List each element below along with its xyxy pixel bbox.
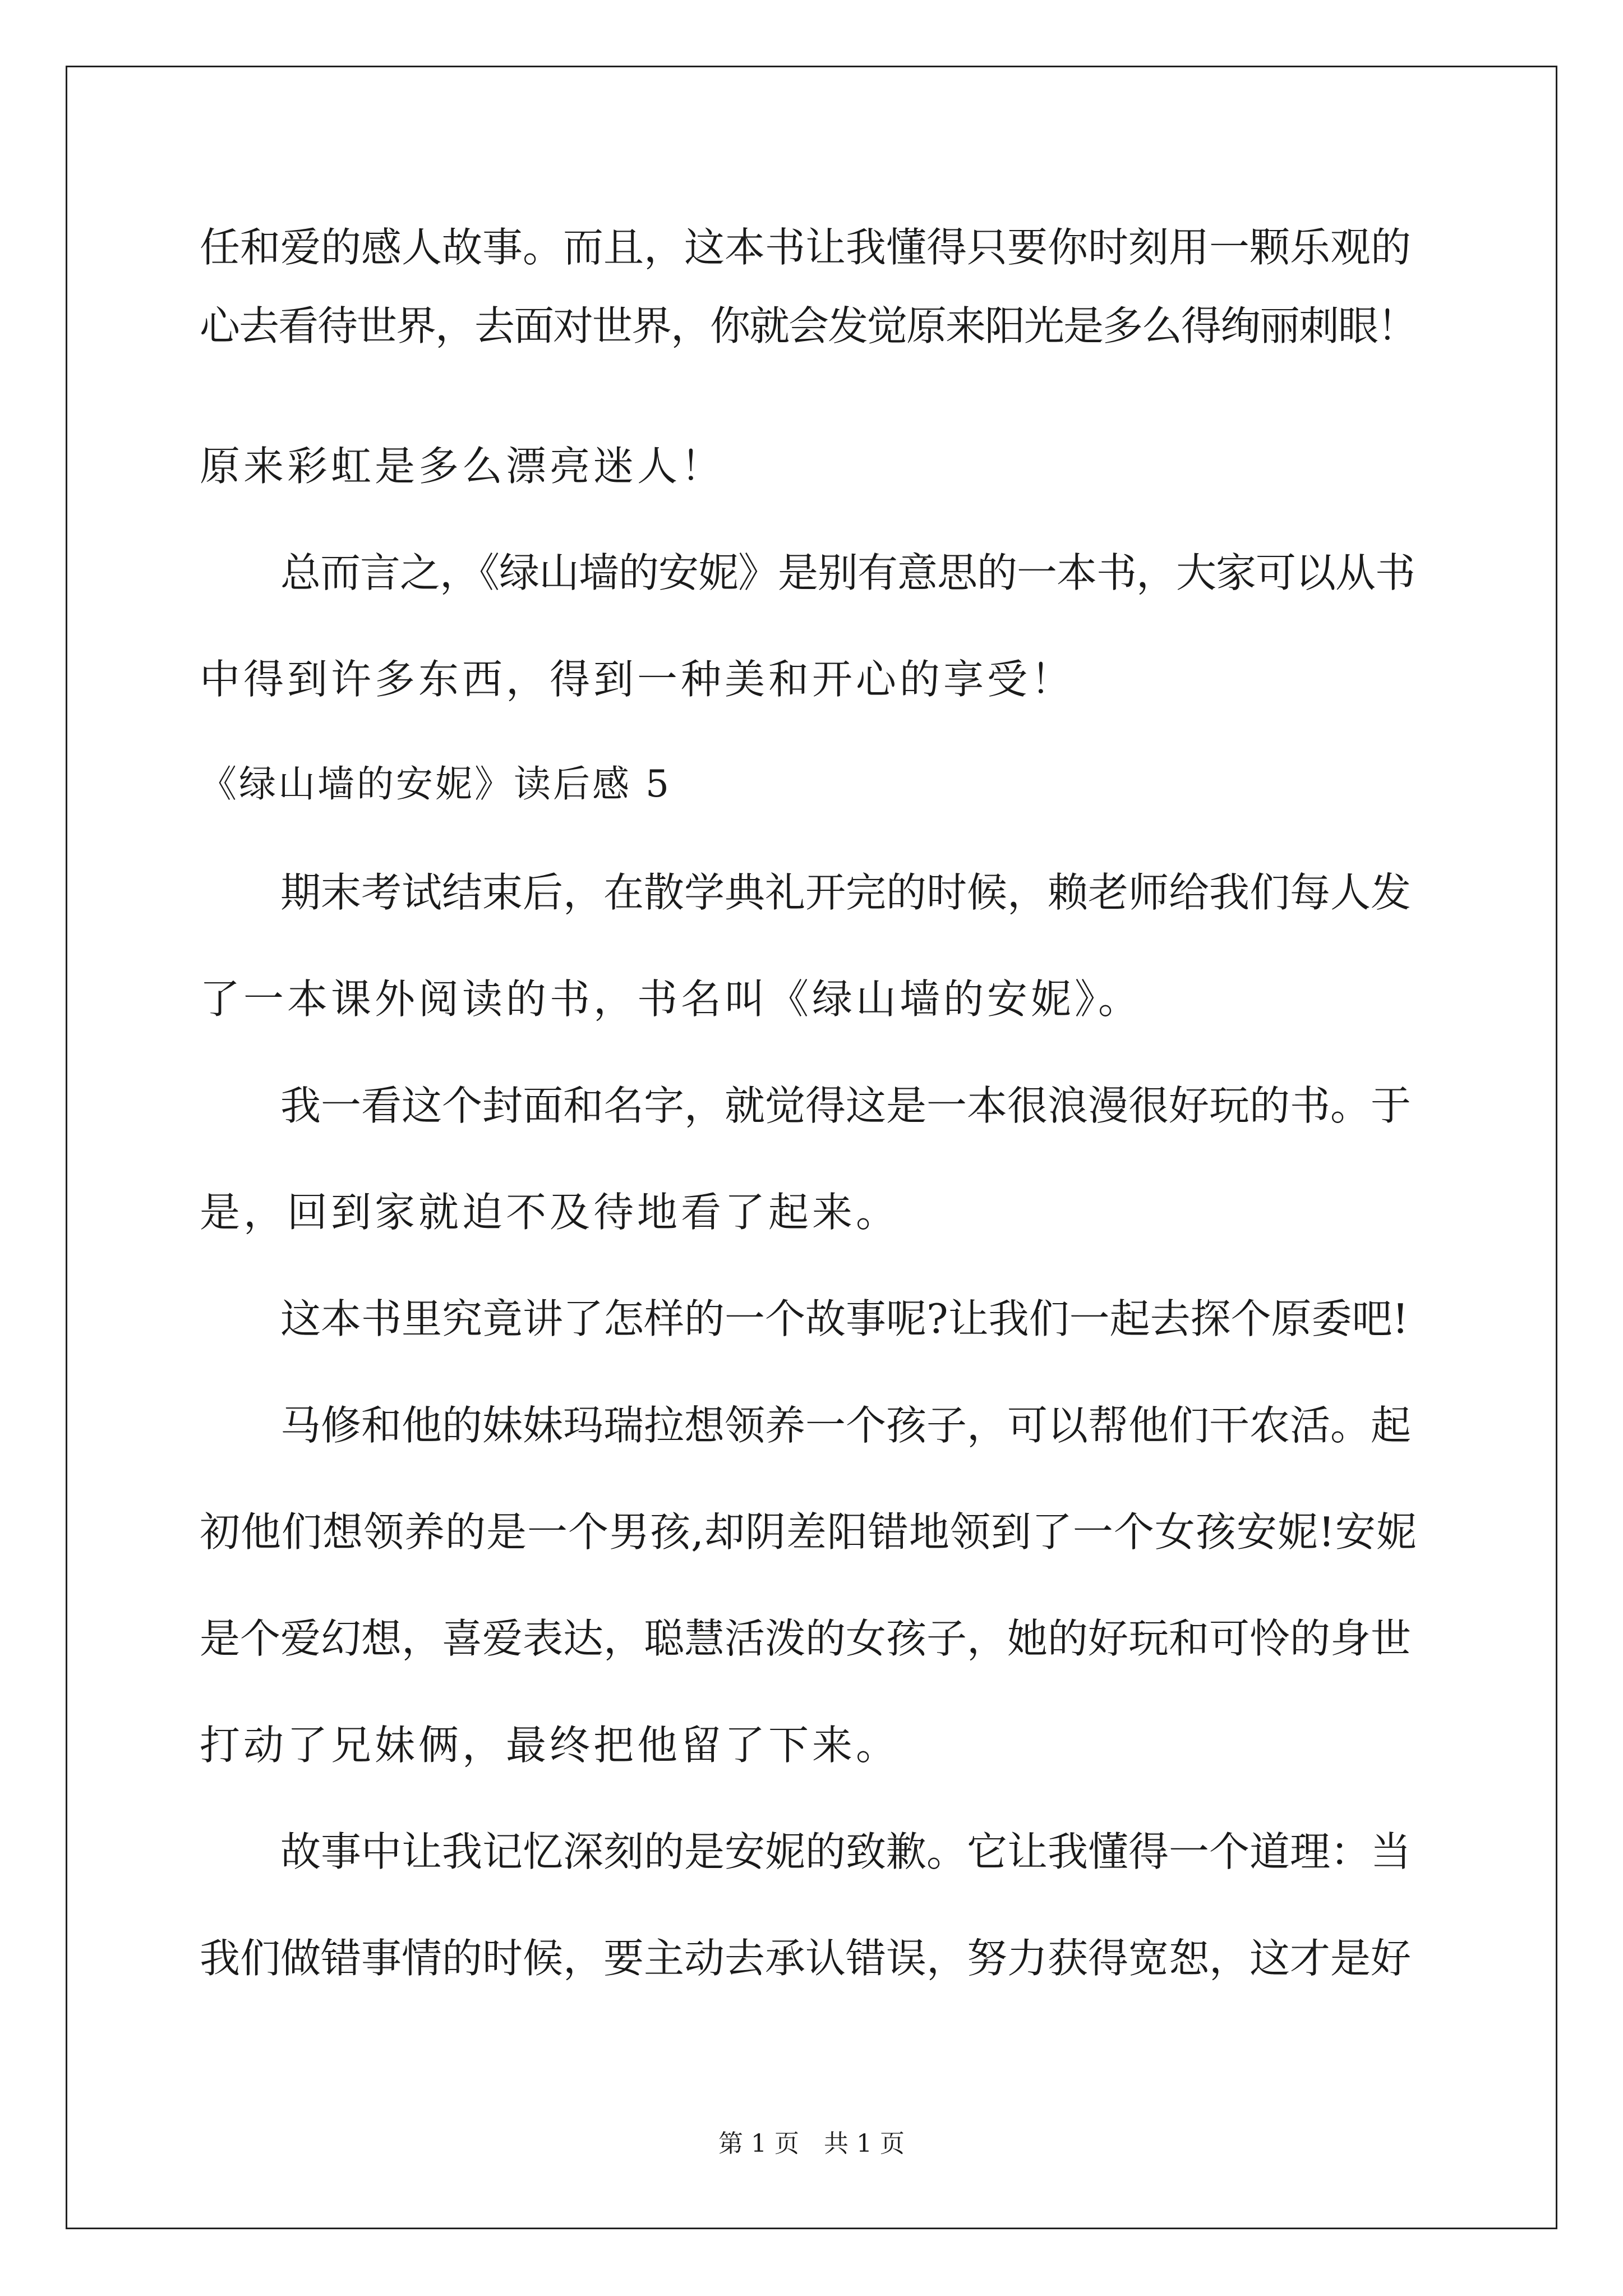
body-line: 任和爱的感人故事。而且，这本书让我懂得只要你时刻用一颗乐观的 [200, 224, 1412, 271]
body-line: 原来彩虹是多么漂亮迷人！ [200, 443, 725, 490]
body-line: 这本书里究竟讲了怎样的一个故事呢?让我们一起去探个原委吧! [280, 1295, 1409, 1342]
page-footer [0, 2129, 1623, 2158]
body-line: 初他们想领养的是一个男孩,却阴差阳错地领到了一个女孩安妮!安妮 [200, 1508, 1417, 1556]
body-line: 心去看待世界，去面对世界，你就会发觉原来阳光是多么得绚丽刺眼！ [200, 302, 1417, 349]
body-line: 是，回到家就迫不及待地看了起来。 [200, 1189, 900, 1236]
body-line: 是个爱幻想，喜爱表达，聪慧活泼的女孩子，她的好玩和可怜的身世 [200, 1615, 1412, 1662]
page-number: 第 1 页 [718, 2129, 799, 2158]
body-line: 中得到许多东西，得到一种美和开心的享受！ [200, 656, 1075, 703]
body-line: 期末考试结束后，在散学典礼开完的时候，赖老师给我们每人发 [280, 869, 1412, 916]
body-line: 我们做错事情的时候，要主动去承认错误，努力获得宽恕，这才是好 [200, 1935, 1412, 1982]
body-line: 故事中让我记忆深刻的是安妮的致歉。它让我懂得一个道理：当 [280, 1828, 1412, 1875]
page-total: 共 1 页 [824, 2129, 905, 2158]
body-line: 打动了兄妹俩，最终把他留了下来。 [200, 1722, 900, 1769]
body-line: 总而言之，《绿山墙的安妮》是别有意思的一本书，大家可以从书 [280, 549, 1415, 596]
body-line: 了一本课外阅读的书，书名叫《绿山墙的安妮》。 [200, 976, 1142, 1023]
body-line: 马修和他的妹妹玛瑞拉想领养一个孩子，可以帮他们干农活。起 [280, 1402, 1412, 1449]
body-line: 我一看这个封面和名字，就觉得这是一本很浪漫很好玩的书。于 [280, 1082, 1412, 1129]
page-border [66, 66, 1557, 2229]
section-heading: 《绿山墙的安妮》读后感 5 [200, 762, 671, 806]
